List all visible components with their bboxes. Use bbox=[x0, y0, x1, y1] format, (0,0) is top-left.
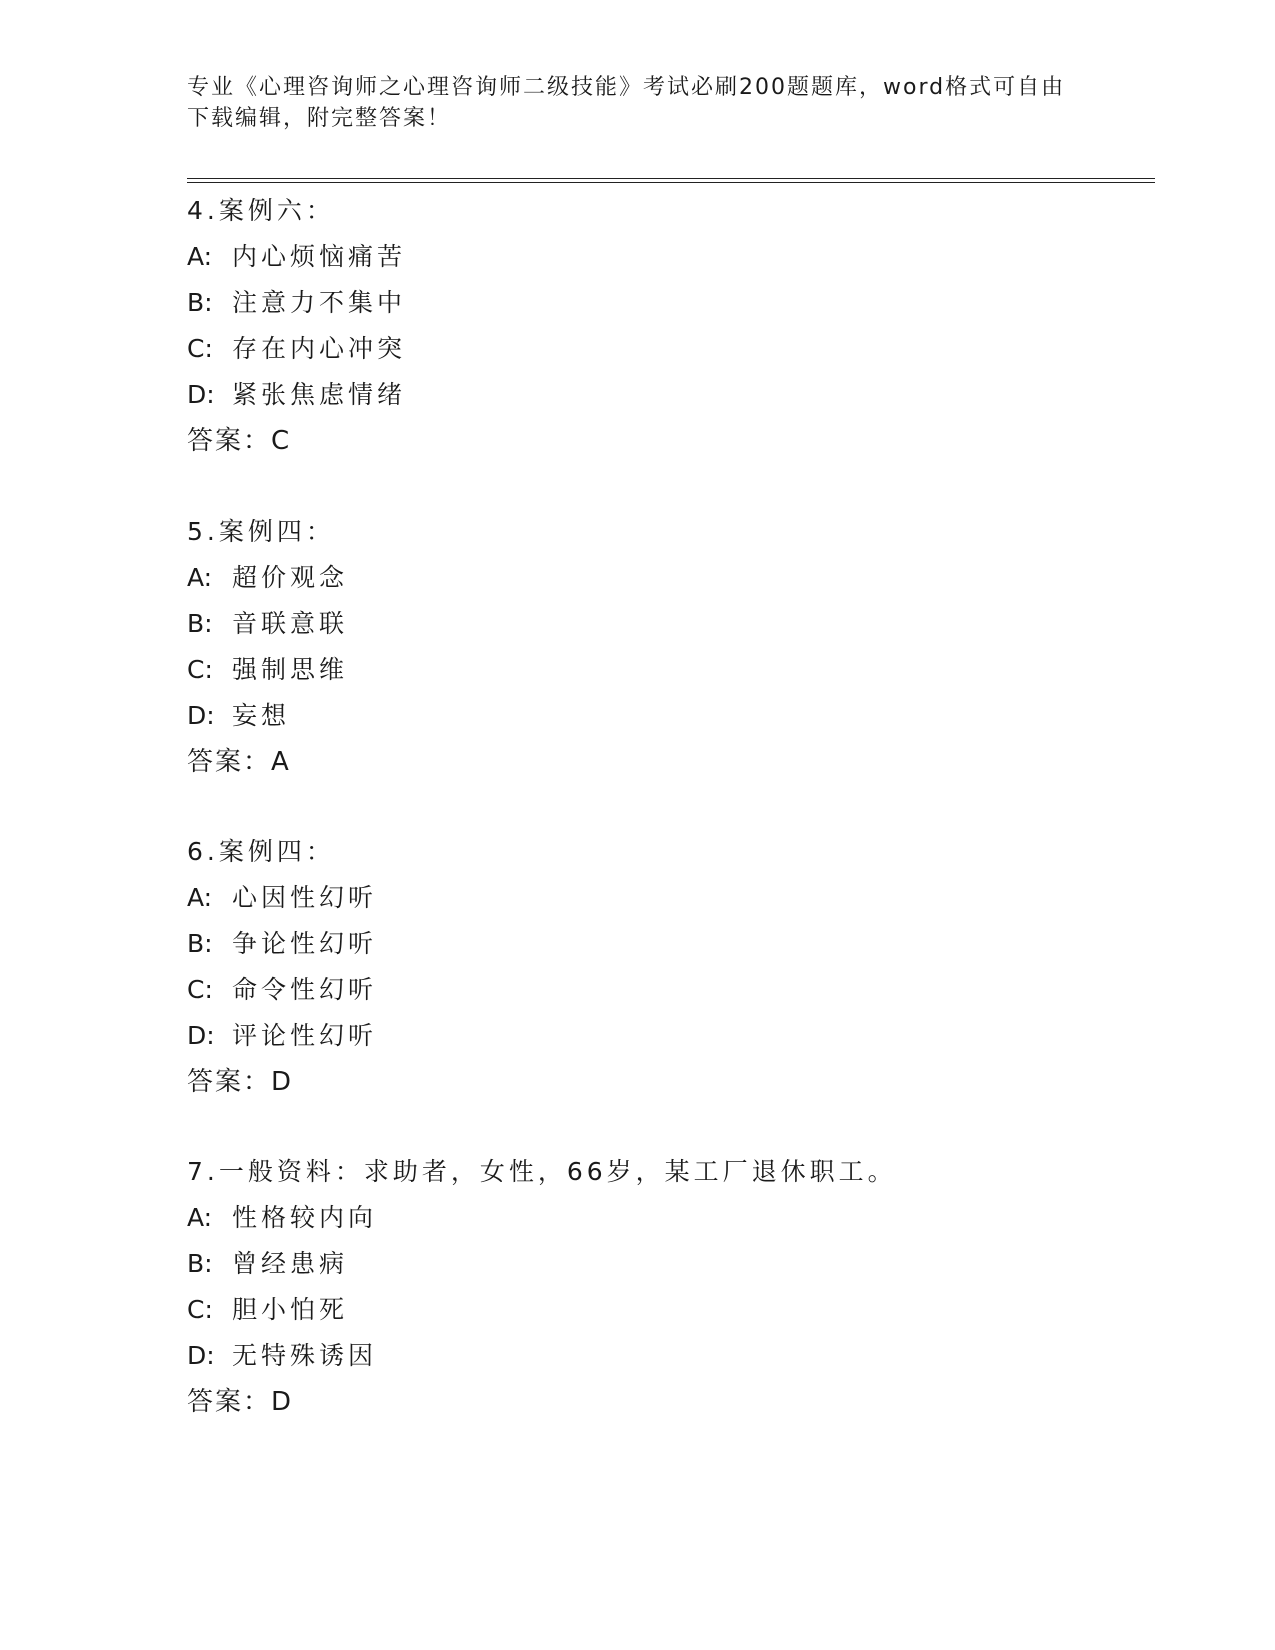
option-text: 曾经患病 bbox=[232, 1249, 349, 1278]
option-text: 内心烦恼痛苦 bbox=[232, 242, 407, 271]
option-letter: B: bbox=[187, 609, 213, 638]
option-letter: D: bbox=[187, 701, 215, 730]
question-5 bbox=[187, 509, 348, 785]
option-letter: A: bbox=[187, 1203, 213, 1232]
option-text: 无特殊诱因 bbox=[232, 1341, 378, 1370]
document-header: 专业《心理咨询师之心理咨询师二级技能》考试必刷200题题库，word格式可自由下载编辑，附完整答案！ bbox=[187, 75, 1066, 131]
option-d bbox=[187, 372, 406, 418]
option-letter: B: bbox=[187, 1249, 213, 1278]
option-letter: C: bbox=[187, 1295, 213, 1324]
option-letter: C: bbox=[187, 975, 213, 1004]
option-c bbox=[187, 647, 348, 693]
option-a bbox=[187, 1195, 897, 1241]
option-a bbox=[187, 555, 348, 601]
option-b bbox=[187, 280, 406, 326]
option-text: 妄想 bbox=[232, 701, 291, 730]
option-c bbox=[187, 1287, 897, 1333]
option-a bbox=[187, 234, 406, 280]
question-title: 7.一般资料：求助者，女性，66岁，某工厂退休职工。 bbox=[187, 1157, 897, 1186]
option-text: 注意力不集中 bbox=[232, 288, 407, 317]
option-text: 超价观念 bbox=[232, 563, 349, 592]
option-letter: A: bbox=[187, 883, 213, 912]
option-letter: B: bbox=[187, 288, 213, 317]
option-a bbox=[187, 875, 377, 921]
header-divider-top bbox=[187, 178, 1155, 179]
answer: 答案：D bbox=[187, 1067, 294, 1097]
question-title: 5.案例四： bbox=[187, 517, 335, 546]
option-text: 性格较内向 bbox=[232, 1203, 378, 1232]
option-text: 命令性幻听 bbox=[232, 975, 378, 1004]
option-text: 音联意联 bbox=[232, 609, 349, 638]
option-text: 心因性幻听 bbox=[232, 883, 378, 912]
option-text: 评论性幻听 bbox=[232, 1021, 378, 1050]
option-d bbox=[187, 1333, 897, 1379]
question-6 bbox=[187, 829, 377, 1105]
option-c bbox=[187, 326, 406, 372]
option-text: 紧张焦虑情绪 bbox=[232, 380, 407, 409]
option-letter: A: bbox=[187, 563, 213, 592]
answer: 答案：C bbox=[187, 426, 292, 456]
option-letter: A: bbox=[187, 242, 213, 271]
option-b bbox=[187, 921, 377, 967]
option-d bbox=[187, 693, 348, 739]
question-7 bbox=[187, 1149, 897, 1425]
option-text: 强制思维 bbox=[232, 655, 349, 684]
header-divider-bottom bbox=[187, 182, 1155, 183]
option-b bbox=[187, 601, 348, 647]
option-c bbox=[187, 967, 377, 1013]
answer: 答案：A bbox=[187, 747, 291, 777]
option-letter: D: bbox=[187, 1341, 215, 1370]
option-text: 争论性幻听 bbox=[232, 929, 378, 958]
question-title: 4.案例六： bbox=[187, 196, 335, 225]
question-4 bbox=[187, 188, 406, 464]
option-letter: C: bbox=[187, 334, 213, 363]
option-b bbox=[187, 1241, 897, 1287]
option-letter: B: bbox=[187, 929, 213, 958]
option-letter: D: bbox=[187, 380, 215, 409]
option-d bbox=[187, 1013, 377, 1059]
option-letter: C: bbox=[187, 655, 213, 684]
option-text: 存在内心冲突 bbox=[232, 334, 407, 363]
option-text: 胆小怕死 bbox=[232, 1295, 349, 1324]
option-letter: D: bbox=[187, 1021, 215, 1050]
answer: 答案：D bbox=[187, 1387, 294, 1417]
question-title: 6.案例四： bbox=[187, 837, 335, 866]
